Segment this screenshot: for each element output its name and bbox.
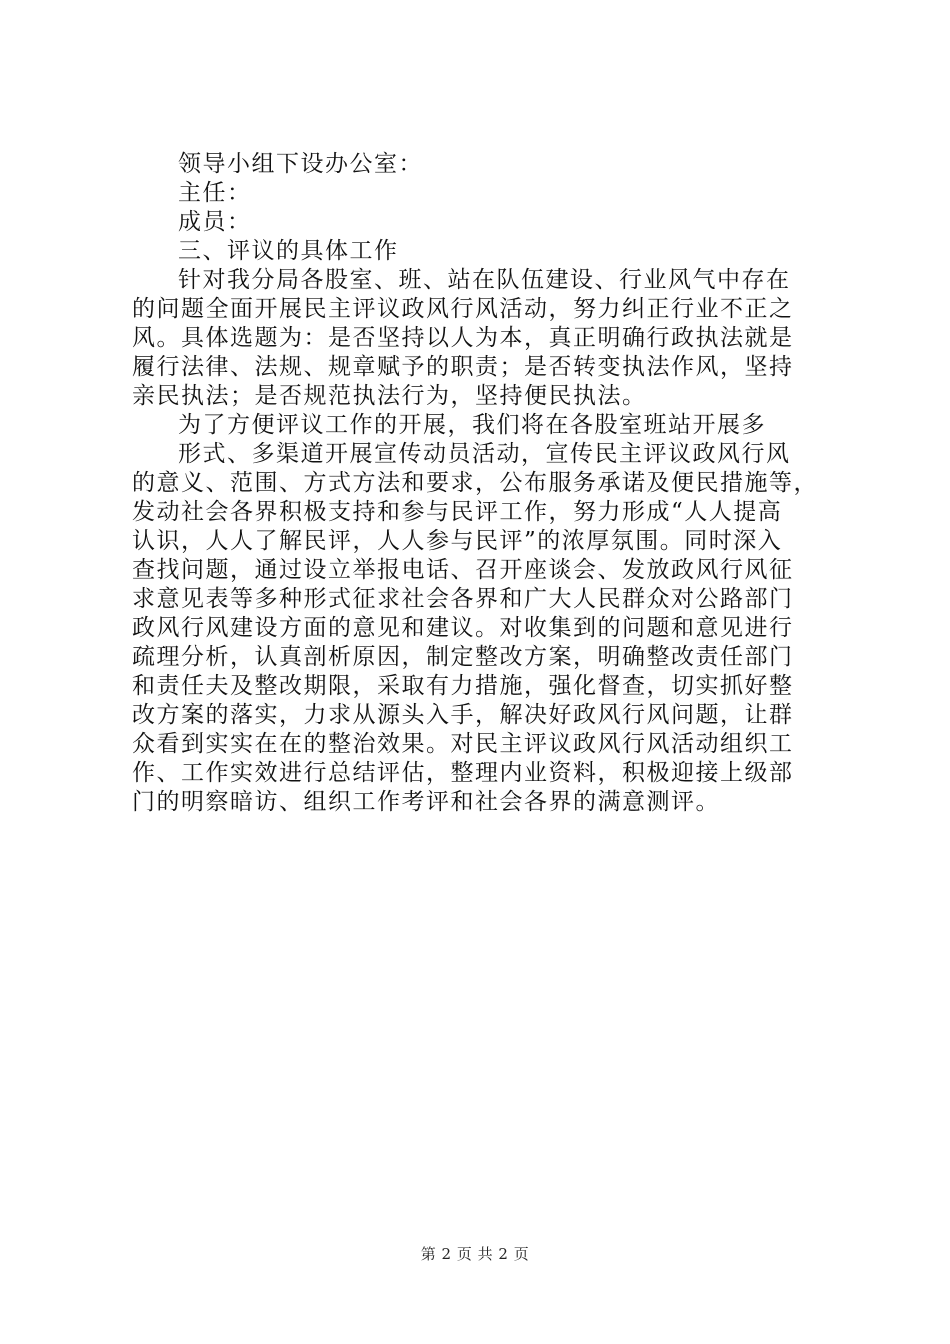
text-line: 改方案的落实，力求从源头入手，解决好政风行风问题，让群	[132, 702, 794, 728]
text-line: 三、评议的具体工作	[178, 238, 399, 264]
text-line: 和责任夫及整改期限，采取有力措施，强化督查，切实抓好整	[132, 673, 794, 699]
text-line: 的问题全面开展民主评议政风行风活动，努力纠正行业不正之	[132, 296, 794, 322]
document-body	[132, 150, 832, 817]
text-line: 成员：	[178, 209, 252, 235]
text-line: 的意义、范围、方式方法和要求，公布服务承诺及便民措施等，	[132, 470, 818, 496]
text-line: 求意见表等多种形式征求社会各界和广大人民群众对公路部门	[132, 586, 794, 612]
text-line: 政风行风建设方面的意见和建议。对收集到的问题和意见进行	[132, 615, 794, 641]
text-line: 履行法律、法规、规章赋予的职责；是否转变执法作风，坚持	[132, 354, 794, 380]
text-line: 认识，人人了解民评，人人参与民评”的浓厚氛围。同时深入	[132, 528, 783, 554]
text-line: 主任：	[178, 180, 252, 206]
text-line: 亲民执法；是否规范执法行为，坚持便民执法。	[132, 383, 647, 409]
text-line: 作、工作实效进行总结评估，整理内业资料，积极迎接上级部	[132, 760, 794, 786]
text-line: 风。具体选题为：是否坚持以人为本，真正明确行政执法就是	[132, 325, 794, 351]
text-line: 疏理分析，认真剖析原因，制定整改方案，明确整改责任部门	[132, 644, 794, 670]
text-line: 领导小组下设办公室：	[178, 151, 423, 177]
text-line: 针对我分局各股室、班、站在队伍建设、行业风气中存在	[178, 267, 791, 293]
page-footer: 第 2 页 共 2 页	[420, 1245, 530, 1263]
text-line: 查找问题，通过设立举报电话、召开座谈会、发放政风行风征	[132, 557, 794, 583]
text-line: 发动社会各界积极支持和参与民评工作，努力形成“人人提高	[132, 499, 783, 525]
text-line: 门的明察暗访、组织工作考评和社会各界的满意测评。	[132, 789, 720, 815]
text-line: 形式、多渠道开展宣传动员活动，宣传民主评议政风行风	[178, 441, 791, 467]
text-line: 为了方便评议工作的开展，我们将在各股室班站开展多	[178, 412, 766, 438]
text-line: 众看到实实在在的整治效果。对民主评议政风行风活动组织工	[132, 731, 794, 757]
